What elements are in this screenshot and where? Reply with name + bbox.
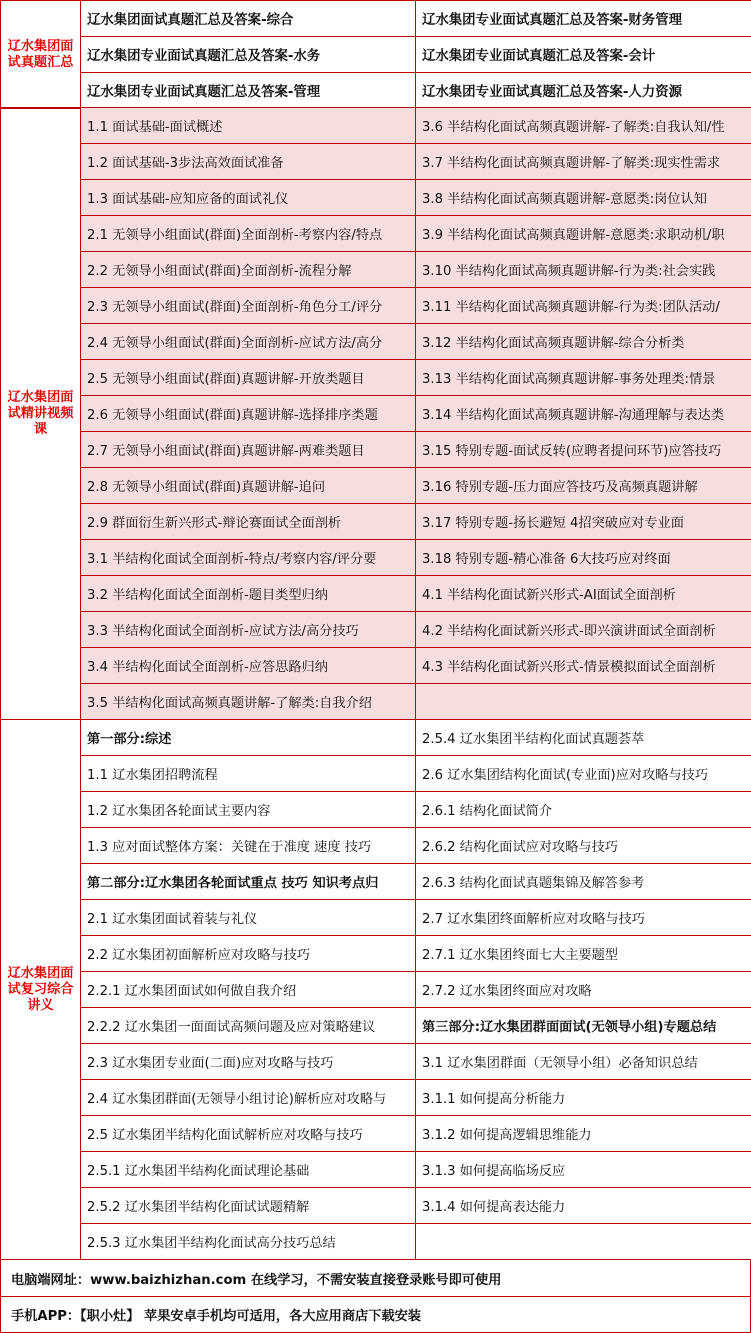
table-row (1, 396, 751, 432)
catalog-item: 2.8 无领导小组面试(群面)真题讲解-追问 (81, 468, 416, 504)
catalog-item: 2.6.1 结构化面试简介 (416, 792, 751, 828)
table-row (1, 900, 751, 936)
catalog-item: 3.1 辽水集团群面（无领导小组）必备知识总结 (416, 1044, 751, 1080)
table-row (1, 792, 751, 828)
table-row (1, 612, 751, 648)
table-row (1, 648, 751, 684)
table-row (1, 324, 751, 360)
section-label: 辽水集团面试精讲视频课 (1, 108, 81, 720)
catalog-item: 2.2 辽水集团初面解析应对攻略与技巧 (81, 936, 416, 972)
table-row (1, 540, 751, 576)
catalog-item: 1.3 面试基础-应知应备的面试礼仪 (81, 180, 416, 216)
table-row (1, 360, 751, 396)
table-row (1, 468, 751, 504)
catalog-item: 2.6.3 结构化面试真题集锦及解答参考 (416, 864, 751, 900)
catalog-item: 3.1.3 如何提高临场反应 (416, 1152, 751, 1188)
catalog-item: 2.2.2 辽水集团一面面试高频问题及应对策略建议 (81, 1008, 416, 1044)
catalog-item: 2.7 无领导小组面试(群面)真题讲解-两难类题目 (81, 432, 416, 468)
catalog-item: 3.8 半结构化面试高频真题讲解-意愿类:岗位认知 (416, 180, 751, 216)
catalog-item: 2.5 辽水集团半结构化面试解析应对攻略与技巧 (81, 1116, 416, 1152)
catalog-item: 2.6 辽水集团结构化面试(专业面)应对攻略与技巧 (416, 756, 751, 792)
catalog-item: 3.18 特别专题-精心准备 6大技巧应对终面 (416, 540, 751, 576)
catalog-item: 2.4 无领导小组面试(群面)全面剖析-应试方法/高分 (81, 324, 416, 360)
catalog-item: 2.1 无领导小组面试(群面)全面剖析-考察内容/特点 (81, 216, 416, 252)
table-row (1, 1, 751, 37)
table-row (1, 432, 751, 468)
catalog-item: 2.7.2 辽水集团终面应对攻略 (416, 972, 751, 1008)
catalog-item: 4.3 半结构化面试新兴形式-情景模拟面试全面剖析 (416, 648, 751, 684)
catalog-item: 辽水集团专业面试真题汇总及答案-财务管理 (416, 1, 751, 37)
table-row (1, 1152, 751, 1188)
table-row (1, 216, 751, 252)
catalog-item: 1.3 应对面试整体方案：关键在于准度 速度 技巧 (81, 828, 416, 864)
catalog-item: 2.5.3 辽水集团半结构化面试高分技巧总结 (81, 1224, 416, 1260)
catalog-item: 3.10 半结构化面试高频真题讲解-行为类:社会实践 (416, 252, 751, 288)
catalog-item: 3.9 半结构化面试高频真题讲解-意愿类:求职动机/职 (416, 216, 751, 252)
catalog-item: 1.1 面试基础-面试概述 (81, 108, 416, 144)
table-row (1, 37, 751, 73)
section-review-handout (0, 719, 751, 1260)
table-row (1, 1116, 751, 1152)
catalog-item: 1.2 面试基础-3步法高效面试准备 (81, 144, 416, 180)
catalog-item: 2.6 无领导小组面试(群面)真题讲解-选择排序类题 (81, 396, 416, 432)
table-row (1, 108, 751, 144)
catalog-item: 2.7.1 辽水集团终面七大主要题型 (416, 936, 751, 972)
table-row (1, 972, 751, 1008)
table-row (1, 504, 751, 540)
catalog-item: 1.1 辽水集团招聘流程 (81, 756, 416, 792)
section-interview-questions (0, 0, 751, 109)
catalog-item: 辽水集团面试真题汇总及答案-综合 (81, 1, 416, 37)
table-row (1, 1224, 751, 1260)
table-row (1, 720, 751, 756)
catalog-item: 3.16 特别专题-压力面应答技巧及高频真题讲解 (416, 468, 751, 504)
catalog-item: 第一部分:综述 (81, 720, 416, 756)
table-row (1, 288, 751, 324)
table-row (1, 1008, 751, 1044)
catalog-item: 2.9 群面衍生新兴形式-辩论赛面试全面剖析 (81, 504, 416, 540)
catalog-item: 3.7 半结构化面试高频真题讲解-了解类:现实性需求 (416, 144, 751, 180)
catalog-item: 2.3 辽水集团专业面(二面)应对攻略与技巧 (81, 1044, 416, 1080)
catalog-item: 2.5.1 辽水集团半结构化面试理论基础 (81, 1152, 416, 1188)
catalog-item: 4.1 半结构化面试新兴形式-AI面试全面剖析 (416, 576, 751, 612)
table-row (1, 936, 751, 972)
table-row (1, 576, 751, 612)
catalog-item: 辽水集团专业面试真题汇总及答案-水务 (81, 37, 416, 73)
catalog-item: 辽水集团专业面试真题汇总及答案-会计 (416, 37, 751, 73)
catalog-item: 辽水集团专业面试真题汇总及答案-人力资源 (416, 73, 751, 109)
table-row (1, 73, 751, 109)
footer-mobile-app: 手机APP：【职小灶】 苹果安卓手机均可适用，各大应用商店下载安装 (0, 1296, 751, 1333)
catalog-item: 3.1.4 如何提高表达能力 (416, 1188, 751, 1224)
catalog-item: 2.7 辽水集团终面解析应对攻略与技巧 (416, 900, 751, 936)
catalog-item: 3.11 半结构化面试高频真题讲解-行为类:团队活动/ (416, 288, 751, 324)
catalog-item: 2.6.2 结构化面试应对攻略与技巧 (416, 828, 751, 864)
catalog-item: 3.13 半结构化面试高频真题讲解-事务处理类:情景 (416, 360, 751, 396)
catalog-item: 3.6 半结构化面试高频真题讲解-了解类:自我认知/性 (416, 108, 751, 144)
catalog-item: 4.2 半结构化面试新兴形式-即兴演讲面试全面剖析 (416, 612, 751, 648)
catalog-item: 2.2 无领导小组面试(群面)全面剖析-流程分解 (81, 252, 416, 288)
table-row (1, 252, 751, 288)
table-row (1, 828, 751, 864)
catalog-item: 2.3 无领导小组面试(群面)全面剖析-角色分工/评分 (81, 288, 416, 324)
catalog-item: 2.4 辽水集团群面(无领导小组讨论)解析应对攻略与 (81, 1080, 416, 1116)
catalog-item: 3.5 半结构化面试高频真题讲解-了解类:自我介绍 (81, 684, 416, 720)
section-video-course (0, 107, 751, 720)
catalog-item: 3.3 半结构化面试全面剖析-应试方法/高分技巧 (81, 612, 416, 648)
catalog-item: 3.1.2 如何提高逻辑思维能力 (416, 1116, 751, 1152)
catalog-item (416, 684, 751, 720)
catalog-item: 3.1.1 如何提高分析能力 (416, 1080, 751, 1116)
catalog-item: 2.5.2 辽水集团半结构化面试试题精解 (81, 1188, 416, 1224)
table-row (1, 1188, 751, 1224)
catalog-item (416, 1224, 751, 1260)
catalog-item: 3.14 半结构化面试高频真题讲解-沟通理解与表达类 (416, 396, 751, 432)
catalog-item: 2.1 辽水集团面试着装与礼仪 (81, 900, 416, 936)
catalog-item: 辽水集团专业面试真题汇总及答案-管理 (81, 73, 416, 109)
catalog-item: 3.4 半结构化面试全面剖析-应答思路归纳 (81, 648, 416, 684)
catalog-item: 3.17 特别专题-扬长避短 4招突破应对专业面 (416, 504, 751, 540)
table-row (1, 756, 751, 792)
catalog-item: 3.12 半结构化面试高频真题讲解-综合分析类 (416, 324, 751, 360)
section-label: 辽水集团面试复习综合讲义 (1, 720, 81, 1260)
catalog-item: 3.15 特别专题-面试反转(应聘者提问环节)应答技巧 (416, 432, 751, 468)
table-row (1, 1044, 751, 1080)
table-row (1, 144, 751, 180)
catalog-item: 第三部分:辽水集团群面面试(无领导小组)专题总结 (416, 1008, 751, 1044)
footer-pc-website: 电脑端网址：www.baizhizhan.com 在线学习，不需安装直接登录账号即可使用 (0, 1259, 751, 1297)
catalog-item: 2.5 无领导小组面试(群面)真题讲解-开放类题目 (81, 360, 416, 396)
table-row (1, 180, 751, 216)
table-row (1, 864, 751, 900)
section-label: 辽水集团面试真题汇总 (1, 1, 81, 109)
catalog-item: 3.1 半结构化面试全面剖析-特点/考察内容/评分要 (81, 540, 416, 576)
table-row (1, 684, 751, 720)
catalog-item: 1.2 辽水集团各轮面试主要内容 (81, 792, 416, 828)
catalog-item: 2.2.1 辽水集团面试如何做自我介绍 (81, 972, 416, 1008)
catalog-item: 第二部分:辽水集团各轮面试重点 技巧 知识考点归 (81, 864, 416, 900)
catalog-item: 3.2 半结构化面试全面剖析-题目类型归纳 (81, 576, 416, 612)
catalog-item: 2.5.4 辽水集团半结构化面试真题荟萃 (416, 720, 751, 756)
table-row (1, 1080, 751, 1116)
